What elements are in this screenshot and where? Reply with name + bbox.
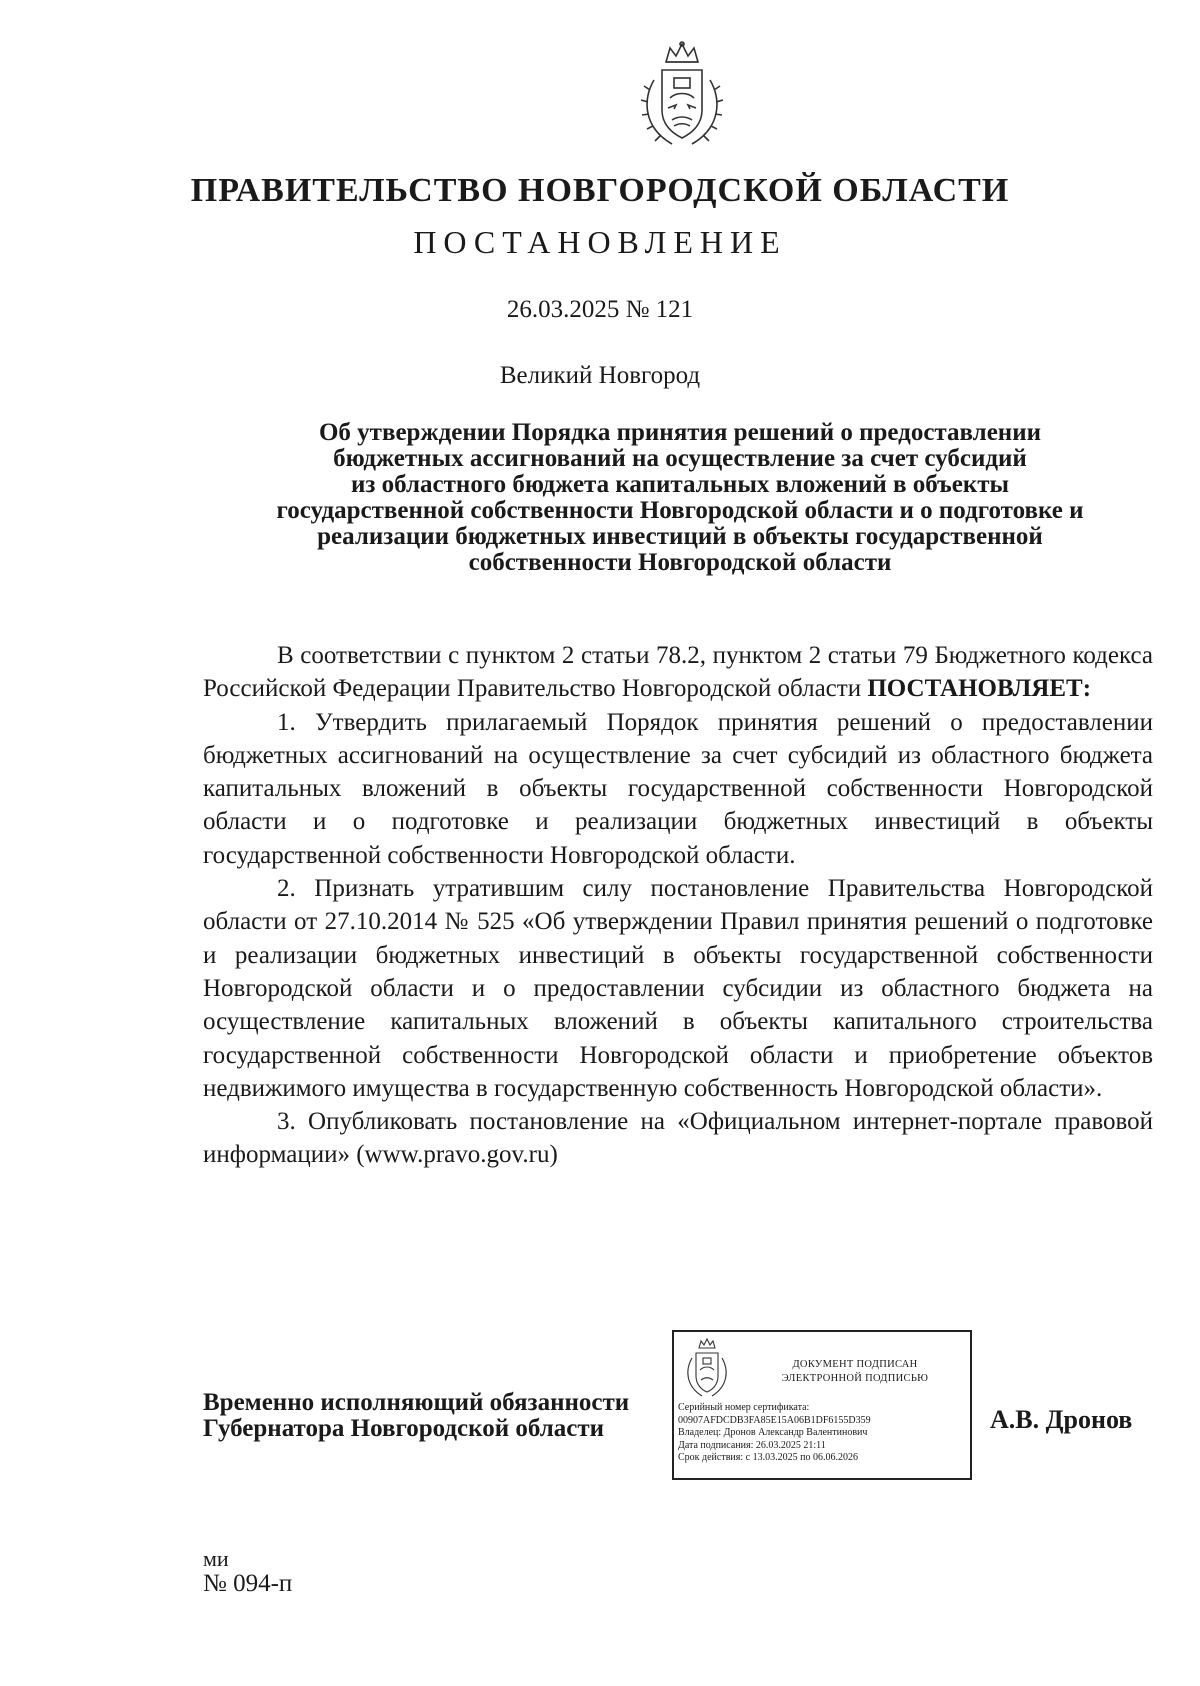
document-date-number: 26.03.2025 № 121 [506,296,694,323]
title-line: бюджетных ассигнований на осуществление за счет субсидий [333,445,1027,472]
electronic-signature-stamp [672,1330,972,1480]
document-title [200,420,1160,576]
position-line: Губернатора Новгородской области [203,1415,605,1442]
decree-word: ПОСТАНОВЛЯЕТ: [867,675,1092,703]
stamp-header [744,1358,966,1386]
document-body [203,639,1153,1172]
footer-number: № 094-п [203,1570,293,1597]
title-line: Об утверждении Порядка принятия решений о предоставлении [318,419,1042,446]
position-line: Временно исполняющий обязанности [203,1389,630,1416]
organization-title: ПРАВИТЕЛЬСТВО НОВГОРОДСКОЙ ОБЛАСТИ [190,172,1010,209]
body-paragraph: 1. Утвердить прилагаемый Порядок принятия решений о предоставлении бюджетных ассигнований на осуществление за счет субсидий из областного бюджета капитальных вложений в объекты государственной собственности Новгородской области и о подготовке и реализации бюджетных инвестиций в объекты государственной собственности Новгородской области. [203,708,1153,869]
document-type: ПОСТАНОВЛЕНИЕ [413,224,787,260]
stamp-header-line: ЭЛЕКТРОННОЙ ПОДПИСЬЮ [781,1373,929,1384]
signatory-position [203,1390,629,1442]
body-paragraph: 2. Признать утратившим силу постановление Правительства Новгородской области от 27.10.2014 № 525 «Об утверждении Правил принятия решений о подготовке и реализации бюджетных инвестиций в объекты государственной собственности Новгородской области и о предоставлении субсидии из областного бюджета на осуществление капитальных вложений в объекты капитального строительства государственной собственности Новгородской области и приобретение объектов недвижимого имущества в государственную собственность Новгородской области». [203,875,1153,1102]
document-city: Великий Новгород [499,362,701,389]
preamble-paragraph [203,639,1153,706]
stamp-cert-serial: 00907AFDCDB3FA85E15A06B1DF6155D359 [678,1414,871,1426]
title-line: собственности Новгородской области [468,549,892,576]
coat-of-arms-emblem [632,40,732,152]
stamp-validity: Срок действия: с 13.03.2025 по 06.06.2026 [678,1452,858,1464]
title-line: государственной собственности Новгородской области и о подготовке и [276,497,1084,524]
stamp-sign-date: Дата подписания: 26.03.2025 21:11 [678,1439,826,1451]
stamp-details [678,1402,871,1465]
title-line: из областного бюджета капитальных вложений в объекты [350,471,1010,498]
stamp-owner: Владелец: Дронов Александр Валентинович [678,1427,868,1439]
body-paragraph: 3. Опубликовать постановление на «Официальном интернет-портале правовой информации» (www.pravo.gov.ru) [203,1108,1153,1169]
stamp-header-line: ДОКУМЕНТ ПОДПИСАН [792,1359,918,1370]
title-line: реализации бюджетных инвестиций в объекты государственной [317,523,1043,550]
stamp-emblem-icon [680,1338,734,1400]
stamp-cert-label: Серийный номер сертификата: [678,1402,810,1413]
document-footer [203,1548,292,1598]
preamble-text: В соответствии с пунктом 2 статьи 78.2, пунктом 2 статьи 79 Бюджетного кодекса Российской Федерации Правительство Новгородской области [203,642,1153,703]
signer-name: А.В. Дронов [990,1405,1133,1434]
footer-initials: ми [203,1546,229,1571]
